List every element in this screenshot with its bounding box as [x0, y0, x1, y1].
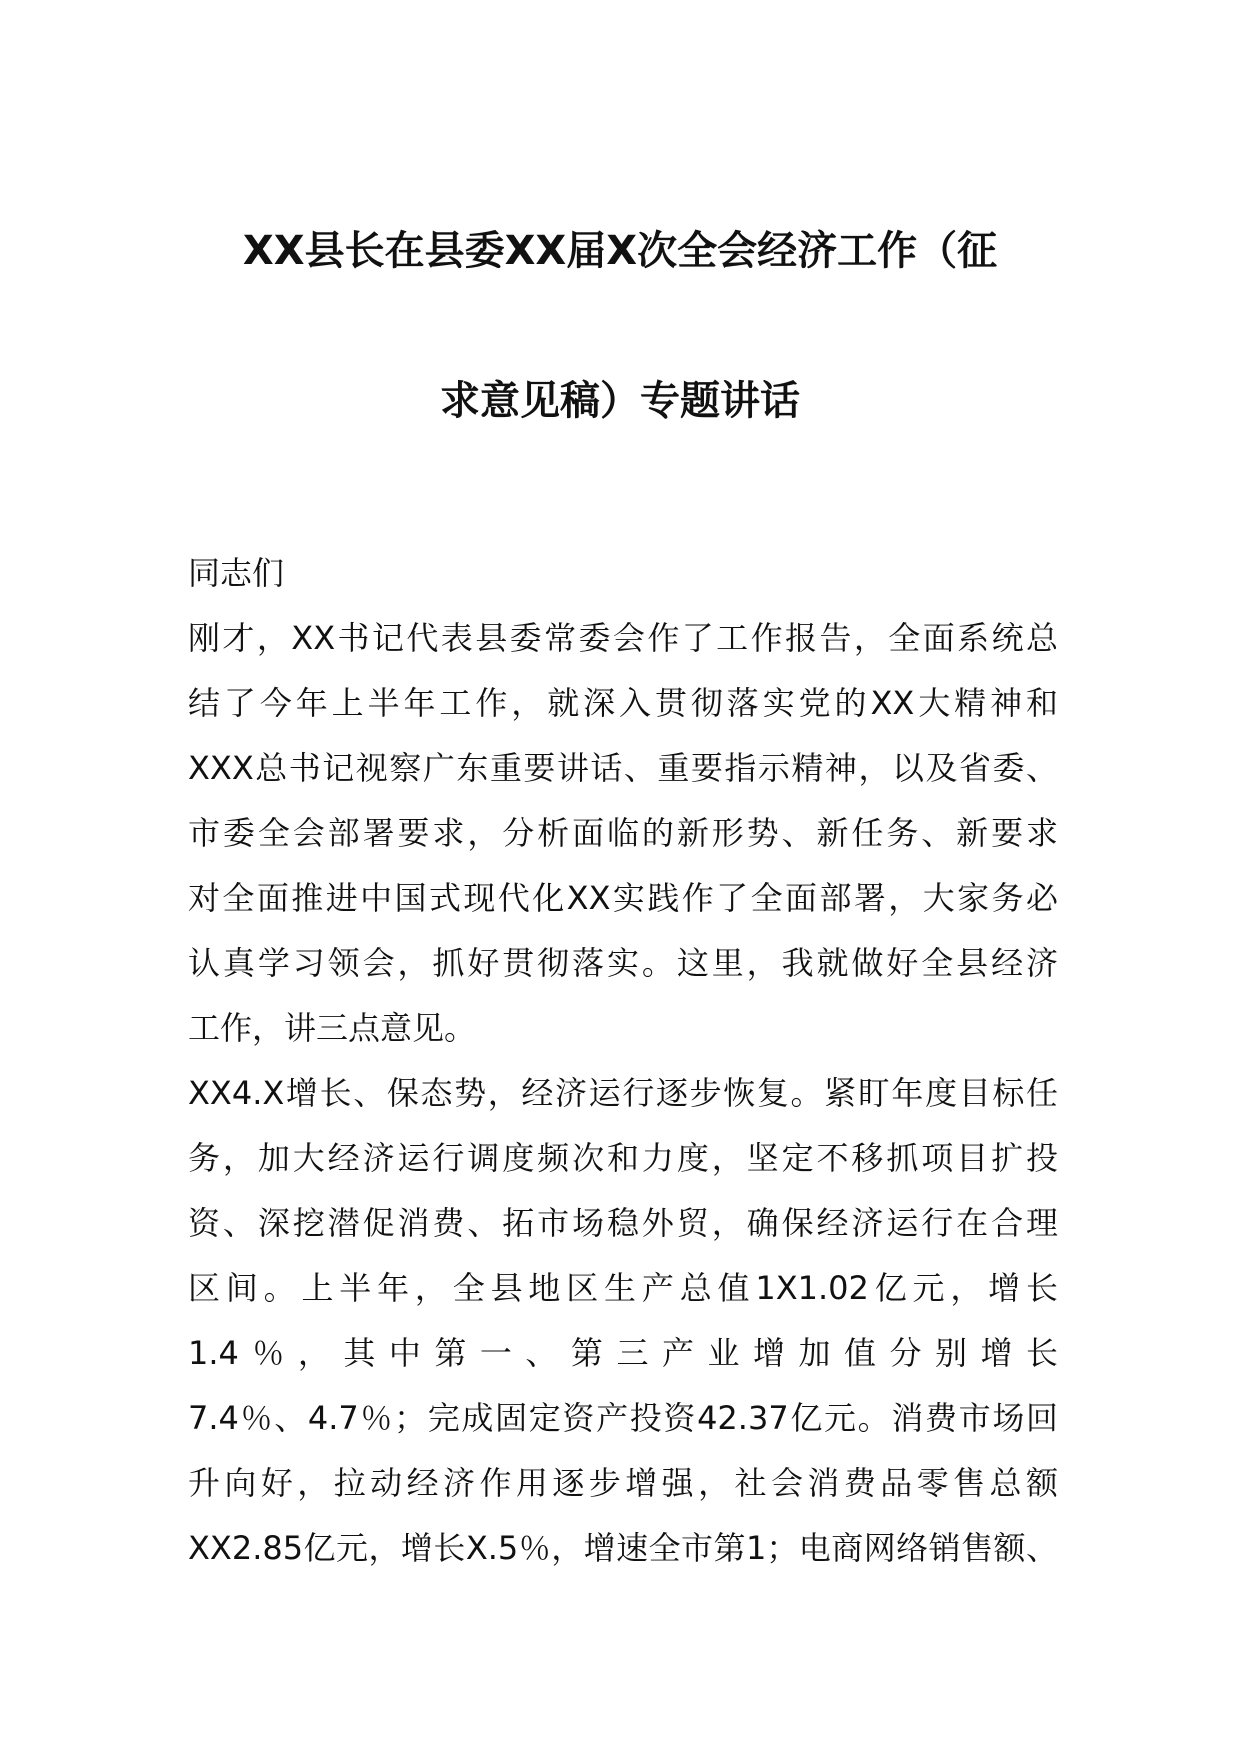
paragraph-line: XX4.X增长、保态势，经济运行逐步恢复。紧盯年度目标任	[188, 1074, 1058, 1112]
paragraph-line: 认真学习领会，抓好贯彻落实。这里，我就做好全县经济	[188, 944, 1058, 982]
paragraph-line: 升向好，拉动经济作用逐步增强，社会消费品零售总额	[188, 1464, 1058, 1502]
paragraph-line: XX2.85亿元，增长X.5％，增速全市第1；电商网络销售额、	[188, 1529, 1058, 1567]
paragraph-line: 资、深挖潜促消费、拓市场稳外贸，确保经济运行在合理	[188, 1204, 1058, 1242]
paragraph-line: 1.4％，其中第一、第三产业增加值分别增长	[188, 1334, 1058, 1372]
paragraph-line: 7.4％、4.7％；完成固定资产投资42.37亿元。消费市场回	[188, 1399, 1058, 1437]
title-line: 求意见稿）专题讲话	[440, 378, 800, 424]
paragraph-line: XXX总书记视察广东重要讲话、重要指示精神，以及省委、	[188, 749, 1058, 787]
paragraph-1	[188, 606, 1058, 1061]
paragraph-line: 结了今年上半年工作，就深入贯彻落实党的XX大精神和	[188, 684, 1058, 722]
paragraph-line: 区间。上半年，全县地区生产总值1X1.02亿元，增长	[188, 1269, 1058, 1307]
document-title	[150, 176, 1090, 476]
greeting: 同志们	[188, 554, 285, 592]
paragraph-line: 市委全会部署要求，分析面临的新形势、新任务、新要求	[188, 814, 1058, 852]
paragraph-line: 工作，讲三点意见。	[188, 1009, 477, 1047]
paragraph-line: 务，加大经济运行调度频次和力度，坚定不移抓项目扩投	[188, 1139, 1058, 1177]
document-body	[188, 541, 1058, 1581]
paragraph-line: 刚才，XX书记代表县委常委会作了工作报告，全面系统总	[188, 619, 1058, 657]
paragraph-2	[188, 1061, 1058, 1581]
title-line: XX县长在县委XX届X次全会经济工作（征	[242, 228, 998, 274]
paragraph-line: 对全面推进中国式现代化XX实践作了全面部署，大家务必	[188, 879, 1058, 917]
